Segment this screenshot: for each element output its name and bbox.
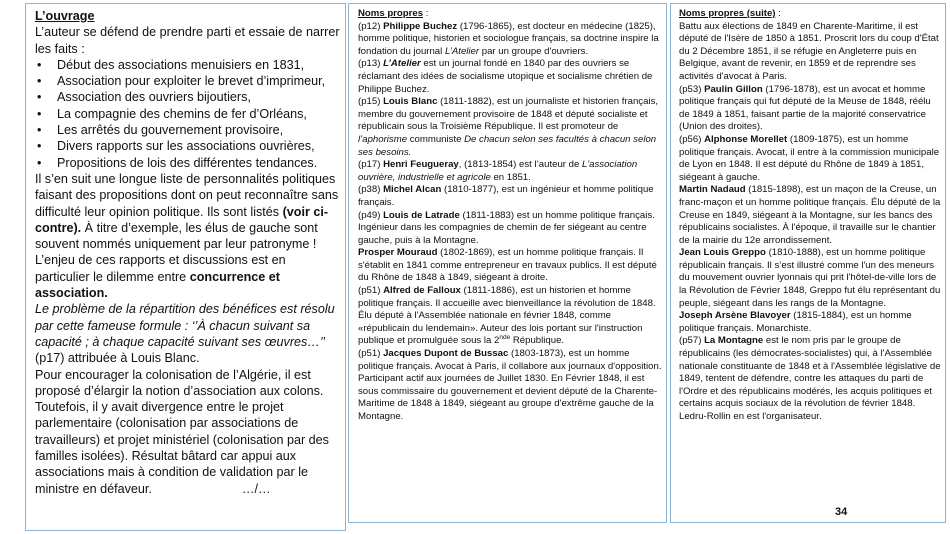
entry-name: Louis Blanc — [383, 96, 438, 108]
list-item: • Propositions de lois des différentes tendances. — [35, 155, 341, 171]
see-opposite-note: (voir ci-contre). — [35, 204, 329, 235]
superscript: nde — [499, 334, 511, 342]
page-ref: (p49) — [358, 209, 384, 221]
text-run: est le nom pris par le groupe de républicains (les démocrates-socialistes) qui, à l'Assemblée nationale constituante de 1848 et à l'Assemblée législative de 1849, tentent de défendre, contre les attaques du parti de l'Ordre et des républicains modérés, les acquis politiques et certains acquis sociaux de la révolution de février 1848. Ledru-Rollin en est l'organisateur. — [679, 335, 941, 422]
text-run: (1811-1883) est un homme politique français. Ingénieur dans les compagnies de chemin de fer siégeant au centre gauche, puis à la Montagne. — [358, 209, 655, 246]
entry-atelier — [358, 58, 662, 96]
text-run: L'association ouvrière, industrielle et agricole — [358, 159, 638, 183]
paragraph-algerie — [35, 367, 341, 497]
list-item: • Début des associations menuisiers en 1831, — [35, 57, 341, 73]
entry-greppo — [679, 247, 941, 310]
entry-blanc — [358, 96, 662, 159]
entry-blavoyer — [679, 310, 941, 335]
heading-colon: : — [423, 8, 429, 19]
entry-name: Philippe Buchez — [383, 20, 458, 32]
entry-name: Alfred de Falloux — [383, 285, 461, 297]
entry-name: L’Atelier — [383, 58, 421, 70]
list-item: • Divers rapports sur les associations ouvrières, — [35, 138, 341, 154]
entry-latrade — [358, 210, 662, 248]
noms-propres-panel — [348, 3, 667, 523]
text-run: (1810-1888), est un homme politique républicain français. Il s’est illustré comme l'un des meneurs du mouvement ouvrier lyonnais qui prit l'hôtel-de-ville lors de la Révolution de Février 1848, Greppo fut élu représentant du peuple, siégeant dans les rangs de la Montagne. — [679, 247, 941, 309]
entry-name: La Montagne — [704, 335, 764, 347]
entry-gillon — [679, 84, 941, 134]
page-ref: (p38) — [358, 184, 384, 196]
entry-falloux — [358, 285, 662, 348]
entry-dupont-de-bussac — [358, 348, 662, 424]
text-run: (1796-1865), est docteur en médecine (1825), homme politique, historien et sociologue français, sa doctrine inspire la fondation du journal — [358, 20, 659, 57]
heading-colon: : — [775, 8, 781, 19]
text-run: (1803-1873), est un homme politique français. Avocat à Paris, il collabore aux journaux d'opposition. Participant actif aux journées de Juillet 1830. En Février 1848, il est sous commissaire du gouvernement et devient député de la Charente-Maritime de 1848 à 1849, siégeant au groupe d'extrême gauche de la Montagne. — [358, 348, 662, 422]
entry-name: Jacques Dupont de Bussac — [383, 348, 509, 360]
paragraph-formule — [35, 301, 341, 366]
continuation-mark: …/… — [241, 481, 271, 496]
entry-name: Louis de Latrade — [383, 209, 460, 221]
text-run: L’enjeu de ces rapports et discussions est en particulier le dilemme entre — [35, 253, 286, 284]
noms-propres-suite-panel — [670, 3, 946, 523]
noms-propres-suite-heading — [679, 8, 941, 21]
text-run: (1810-1877), est un ingénieur et homme politique français. — [358, 184, 654, 208]
text-run: (p17) attribuée à Louis Blanc. — [35, 351, 200, 366]
text-run: De chacun selon ses facultés à chacun selon ses besoins. — [358, 133, 657, 158]
text-run: République. — [510, 335, 565, 347]
text-run: Pour encourager la colonisation de l’Algérie, il est proposé d’élargir la notion d’association aux colons. Toutefois, il y avait divergence entre le projet parlementaire (colonisation par associations de travailleurs) et projet ministériel (colonisation par des familles isolées). Résultat bâtard car appui aux associations mais à condition de validation par le ministre en défaveur. — [35, 367, 329, 496]
text-run: , (1813-1854) est l’auteur de — [458, 159, 582, 171]
key-term: concurrence et association. — [35, 269, 280, 301]
paragraph-enjeu — [35, 252, 341, 301]
page-ref: (p51) — [358, 348, 384, 360]
entry-nadaud — [679, 184, 941, 247]
heading-text: Noms propres (suite) — [679, 8, 776, 19]
ouvrage-panel — [25, 3, 346, 531]
page-ref: (p56) — [679, 133, 705, 145]
list-item: • Les arrêtés du gouvernement provisoire, — [35, 122, 341, 138]
entry-name: Alphonse Morellet — [704, 133, 788, 145]
page-number: 34 — [835, 506, 848, 518]
page-ref: (p17) — [358, 159, 384, 171]
text-run: (1809-1875), est un homme politique français. Avocat, il entre à la commission municipale de Lyon en 1848. Il est député du Rhône de 1849 à 1851, siégeant à gauche. — [679, 133, 940, 183]
entry-feugueray — [358, 159, 662, 184]
text-run: (1811-1882), est un journaliste et historien français, membre du gouvernement provisoire de 1848 et député socialiste et républicain sous la Troisième République. Il est promoteur de — [358, 96, 659, 133]
entry-name: Henri Feugueray — [383, 159, 459, 171]
text-run: (1802-1869), est un homme politique français. Il s'établit en 1841 comme entrepreneur en travaux publics. Il est député du Rhône de 1848 à 1849, siégeant à droite. — [358, 247, 657, 284]
entry-name: Martin Nadaud — [679, 184, 746, 196]
entry-alcan — [358, 184, 662, 209]
noms-propres-heading — [358, 8, 662, 21]
entry-morellet — [679, 134, 941, 184]
entry-name: Prosper Mouraud — [358, 247, 438, 259]
list-item: • Association pour exploiter le brevet d’imprimeur, — [35, 73, 341, 89]
text-run: par un groupe d'ouvriers. — [479, 45, 589, 57]
entry-mouraud — [358, 247, 662, 285]
page-ref: (p13) — [358, 58, 384, 70]
text-run: (1796-1878), est un avocat et homme politique français qui fut député de la Meuse de 1848, réélu de 1849 à 1851, faisant partie de la majorité conservatrice (Union des droites). — [679, 83, 931, 133]
heading-text: Noms propres — [358, 8, 424, 19]
text-run: Il s’en suit une longue liste de personnalités politiques faisant des propositions dont on peut reconnaître sans difficulté leur opinion politique. Ils sont listés — [35, 171, 339, 219]
list-item: • Association des ouvriers bijoutiers, — [35, 89, 341, 105]
page-ref: (p15) — [358, 96, 384, 108]
ouvrage-heading: L’ouvrage — [35, 9, 95, 23]
text-run: est un journal fondé en 1840 par des ouvriers se réclamant des idées de socialisme utopique et socialisme chrétien de Philippe Buchez. — [358, 58, 653, 95]
entry-dupont-continued: Battu aux élections de 1849 en Charente-Maritime, il est député de l'Isère de 1850 à 1851. Proscrit lors du coup d'État du 2 Décembre 1851, il se réfugie en Angleterre puis en Belgique, avant de revenir, en 1859 et de reprendre ses activités d'avocat à Paris. — [679, 20, 939, 82]
text-run: l’aphorisme — [358, 133, 408, 145]
text-run: communiste — [407, 133, 465, 145]
text-run: (1811-1886), est un historien et homme politique français. Il accueille avec bienveillance la révolution de 1848. Élu député à l'Assemblée nationale en février 1848, comme «républicain du lendemain». Auteur des lois portant sur l'instruction publique et promulguée sous la 2 — [358, 285, 656, 347]
paragraph-personnalites — [35, 171, 341, 252]
page-ref: (p12) — [358, 20, 384, 32]
page-ref: (p53) — [679, 83, 705, 95]
text-run: en 1851. — [490, 171, 531, 183]
quote: Le problème de la répartition des bénéfices est résolu par cette fameuse formule : ‘’À chacun suivant sa capacité ; à chaque capacité suivant ses œuvres…’’ — [35, 302, 335, 349]
entry-name: Michel Alcan — [383, 184, 442, 196]
entry-buchez — [358, 21, 662, 59]
entry-name: Jean Louis Greppo — [679, 247, 766, 259]
entry-name: Paulin Gillon — [704, 83, 763, 95]
text-run: (1815-1898), est un maçon de la Creuse, un franc-maçon et un homme politique français. Élu député de la Creuse en 1849, siégeant à la Montagne, sur les bancs des républicains socialistes. À l'époque, il travaille sur le chantier de la mairie du 12e arrondissement. — [679, 184, 941, 246]
text-run: (1815-1884), est un homme politique français. Monarchiste. — [679, 310, 912, 334]
text-run: L’Atelier — [444, 45, 480, 57]
page-ref: (p51) — [358, 285, 384, 297]
entry-name: Joseph Arsène Blavoyer — [679, 310, 791, 322]
text-run: À titre d’exemple, les élus de gauche sont souvent nommés uniquement par leur patronyme ! — [35, 220, 318, 252]
entry-la-montagne — [679, 335, 941, 423]
list-item: • La compagnie des chemins de fer d’Orléans, — [35, 106, 341, 122]
ouvrage-topic-list — [35, 57, 341, 171]
ouvrage-intro: L’auteur se défend de prendre parti et essaie de narrer les faits : — [35, 25, 340, 56]
page-ref: (p57) — [679, 335, 705, 347]
